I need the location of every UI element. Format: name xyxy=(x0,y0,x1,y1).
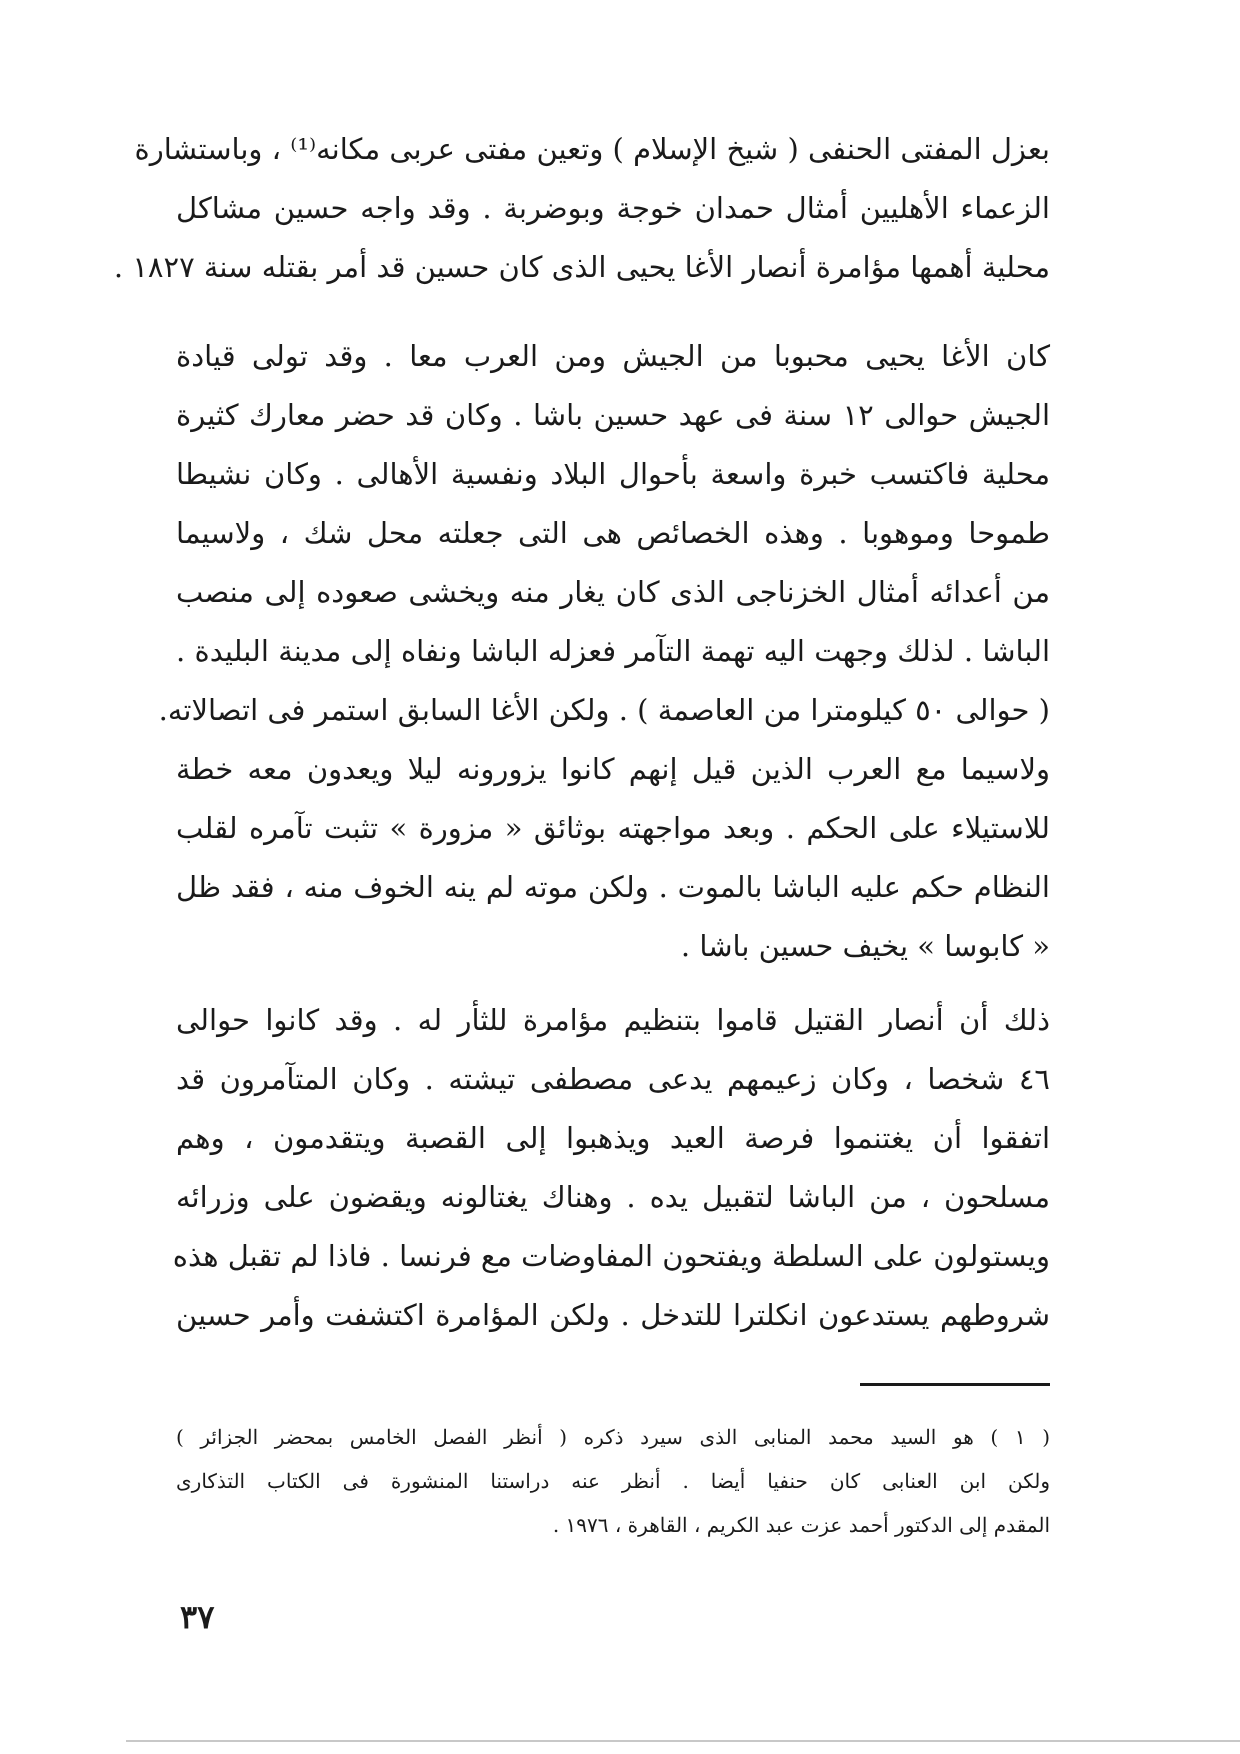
text-line: ويستولون على السلطة ويفتحون المفاوضات مع فرنسا . فاذا لم تقبل هذه xyxy=(172,1239,1050,1273)
text-line: محلية أهمها مؤامرة أنصار الأغا يحيى الذى كان حسين قد أمر بقتله سنة ١٨٢٧ . xyxy=(113,250,1050,284)
page-number: ٣٧ xyxy=(180,1598,215,1636)
text-line: للاستيلاء على الحكم . وبعد مواجهته بوثائق « مزورة » تثبت تآمره لقلب xyxy=(176,811,1050,845)
text-line: من أعدائه أمثال الخزناجى الذى كان يغار منه ويخشى صعوده إلى منصب xyxy=(176,575,1050,609)
text-line: مسلحون ، من الباشا لتقبيل يده . وهناك يغتالونه ويقضون على وزرائه xyxy=(176,1180,1050,1214)
text-line: طموحا وموهوبا . وهذه الخصائص هى التى جعلته محل شك ، ولاسيما xyxy=(176,516,1050,550)
text-line: « كابوسا » يخيف حسين باشا . xyxy=(680,929,1050,963)
text-line: الجيش حوالى ١٢ سنة فى عهد حسين باشا . وكان قد حضر معارك كثيرة xyxy=(176,398,1051,432)
text-line: شروطهم يستدعون انكلترا للتدخل . ولكن المؤامرة اكتشفت وأمر حسين xyxy=(176,1298,1050,1332)
text-line: ذلك أن أنصار القتيل قاموا بتنظيم مؤامرة للثأر له . وقد كانوا حوالى xyxy=(176,1003,1050,1037)
text-line: ( حوالى ٥٠ كيلومترا من العاصمة ) . ولكن الأغا السابق استمر فى اتصالاته. xyxy=(158,693,1050,727)
text-line: الزعماء الأهليين أمثال حمدان خوجة وبوضربة . وقد واجه حسين مشاكل xyxy=(176,191,1050,225)
text-line: النظام حكم عليه الباشا بالموت . ولكن موته لم ينه الخوف منه ، فقد ظل xyxy=(176,870,1050,904)
text-line: ولاسيما مع العرب الذين قيل إنهم كانوا يزورونه ليلا ويعدون معه خطة xyxy=(176,752,1050,786)
paragraph-3 xyxy=(172,991,1050,1345)
paragraph-2 xyxy=(158,327,1051,976)
text-line: بعزل المفتى الحنفى ( شيخ الإسلام ) وتعين مفتى عربى مكانه⁽¹⁾ ، وباستشارة xyxy=(134,132,1050,166)
text-line: الباشا . لذلك وجهت اليه تهمة التآمر فعزله الباشا ونفاه إلى مدينة البليدة . xyxy=(176,634,1050,668)
footnote-divider xyxy=(860,1383,1050,1386)
text-line: كان الأغا يحيى محبوبا من الجيش ومن العرب معا . وقد تولى قيادة xyxy=(176,339,1050,373)
paragraph-1 xyxy=(113,120,1050,297)
footnote-line: المقدم إلى الدكتور أحمد عزت عبد الكريم ، القاهرة ، ١٩٧٦ . xyxy=(552,1513,1050,1537)
footnote-line: ولكن ابن العنابى كان حنفيا أيضا . أنظر عنه دراستنا المنشورة فى الكتاب التذكارى xyxy=(176,1469,1050,1493)
text-line: اتفقوا أن يغتنموا فرصة العيد ويذهبوا إلى القصبة ويتقدمون ، وهم xyxy=(176,1121,1050,1155)
text-line: محلية فاكتسب خبرة واسعة بأحوال البلاد ونفسية الأهالى . وكان نشيطا xyxy=(176,457,1050,491)
footnote-line: ( ١ ) هو السيد محمد المنابى الذى سيرد ذكره ( أنظر الفصل الخامس بمحضر الجزائر ) xyxy=(176,1425,1050,1449)
page-bottom-divider xyxy=(126,1740,1240,1742)
text-line: ٤٦ شخصا ، وكان زعيمهم يدعى مصطفى تيشته . وكان المتآمرون قد xyxy=(176,1062,1050,1096)
footnote xyxy=(176,1415,1050,1547)
